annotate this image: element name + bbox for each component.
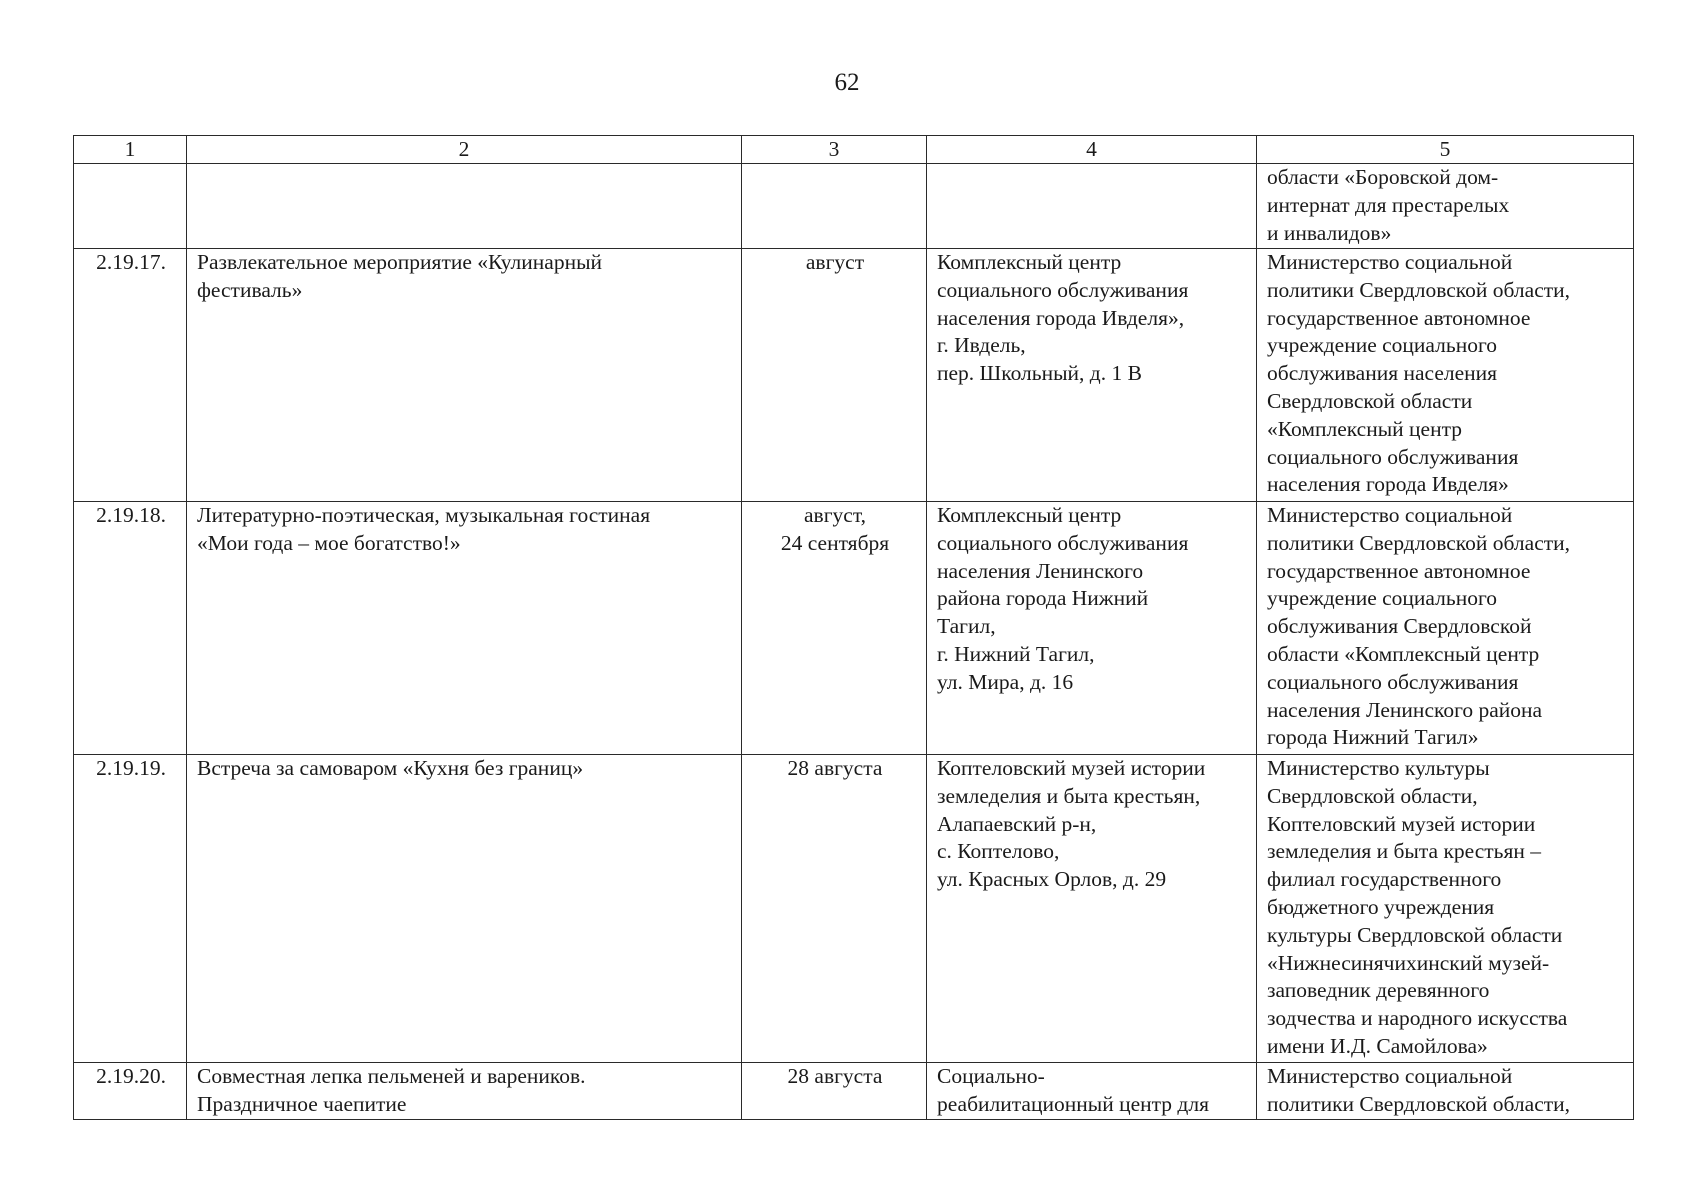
- cell-place: Комплексный центр социального обслуживания населения города Ивделя», г. Ивдель, пер. Школьный, д. 1 В: [927, 249, 1257, 502]
- cell-organizer: Министерство социальной политики Свердловской области, государственное автономное учреждение социального обслуживания Свердловской области «Комплексный центр социального обслуживания населения Ленинского района города Нижний Тагил»: [1257, 502, 1634, 755]
- column-header-2: 2: [187, 136, 742, 164]
- cell-event: [187, 164, 742, 249]
- column-header-5: 5: [1257, 136, 1634, 164]
- cell-place: Коптеловский музей истории земледелия и быта крестьян, Алапаевский р-н, с. Коптелово, ул. Красных Орлов, д. 29: [927, 755, 1257, 1063]
- cell-num: [74, 164, 187, 249]
- column-header-1: 1: [74, 136, 187, 164]
- table-row: [74, 755, 1634, 1063]
- cell-event: Совместная лепка пельменей и вареников. Праздничное чаепитие: [187, 1063, 742, 1120]
- table-row: [74, 502, 1634, 755]
- cell-organizer: Министерство культуры Свердловской области, Коптеловский музей истории земледелия и быта крестьян – филиал государственного бюджетного учреждения культуры Свердловской области «Нижнесинячихинский музей- заповедник деревянного зодчества и народного искусства имени И.Д. Самойлова»: [1257, 755, 1634, 1063]
- cell-date: 28 августа: [742, 1063, 927, 1120]
- table-row: [74, 249, 1634, 502]
- cell-event: Литературно-поэтическая, музыкальная гостиная «Мои года – мое богатство!»: [187, 502, 742, 755]
- cell-date: август: [742, 249, 927, 502]
- page-number: 62: [834, 69, 860, 96]
- cell-num: 2.19.20.: [74, 1063, 187, 1120]
- cell-num: 2.19.19.: [74, 755, 187, 1063]
- events-table: [73, 135, 1634, 1120]
- cell-date: [742, 164, 927, 249]
- cell-organizer: Министерство социальной политики Свердловской области, государственное автономное учреждение социального обслуживания населения Свердловской области «Комплексный центр социального обслуживания населения города Ивделя»: [1257, 249, 1634, 502]
- cell-event: Развлекательное мероприятие «Кулинарный фестиваль»: [187, 249, 742, 502]
- cell-date: август, 24 сентября: [742, 502, 927, 755]
- cell-place: Комплексный центр социального обслуживания населения Ленинского района города Нижний Тагил, г. Нижний Тагил, ул. Мира, д. 16: [927, 502, 1257, 755]
- cell-event: Встреча за самоваром «Кухня без границ»: [187, 755, 742, 1063]
- cell-num: 2.19.17.: [74, 249, 187, 502]
- column-header-4: 4: [927, 136, 1257, 164]
- cell-place: Социально- реабилитационный центр для: [927, 1063, 1257, 1120]
- table-row-continuation: [74, 164, 1634, 249]
- cell-date: 28 августа: [742, 755, 927, 1063]
- header-row: [74, 136, 1634, 164]
- table-row: [74, 1063, 1634, 1120]
- cell-organizer: Министерство социальной политики Свердловской области,: [1257, 1063, 1634, 1120]
- cell-organizer: области «Боровской дом- интернат для престарелых и инвалидов»: [1257, 164, 1634, 249]
- cell-num: 2.19.18.: [74, 502, 187, 755]
- column-header-3: 3: [742, 136, 927, 164]
- cell-place: [927, 164, 1257, 249]
